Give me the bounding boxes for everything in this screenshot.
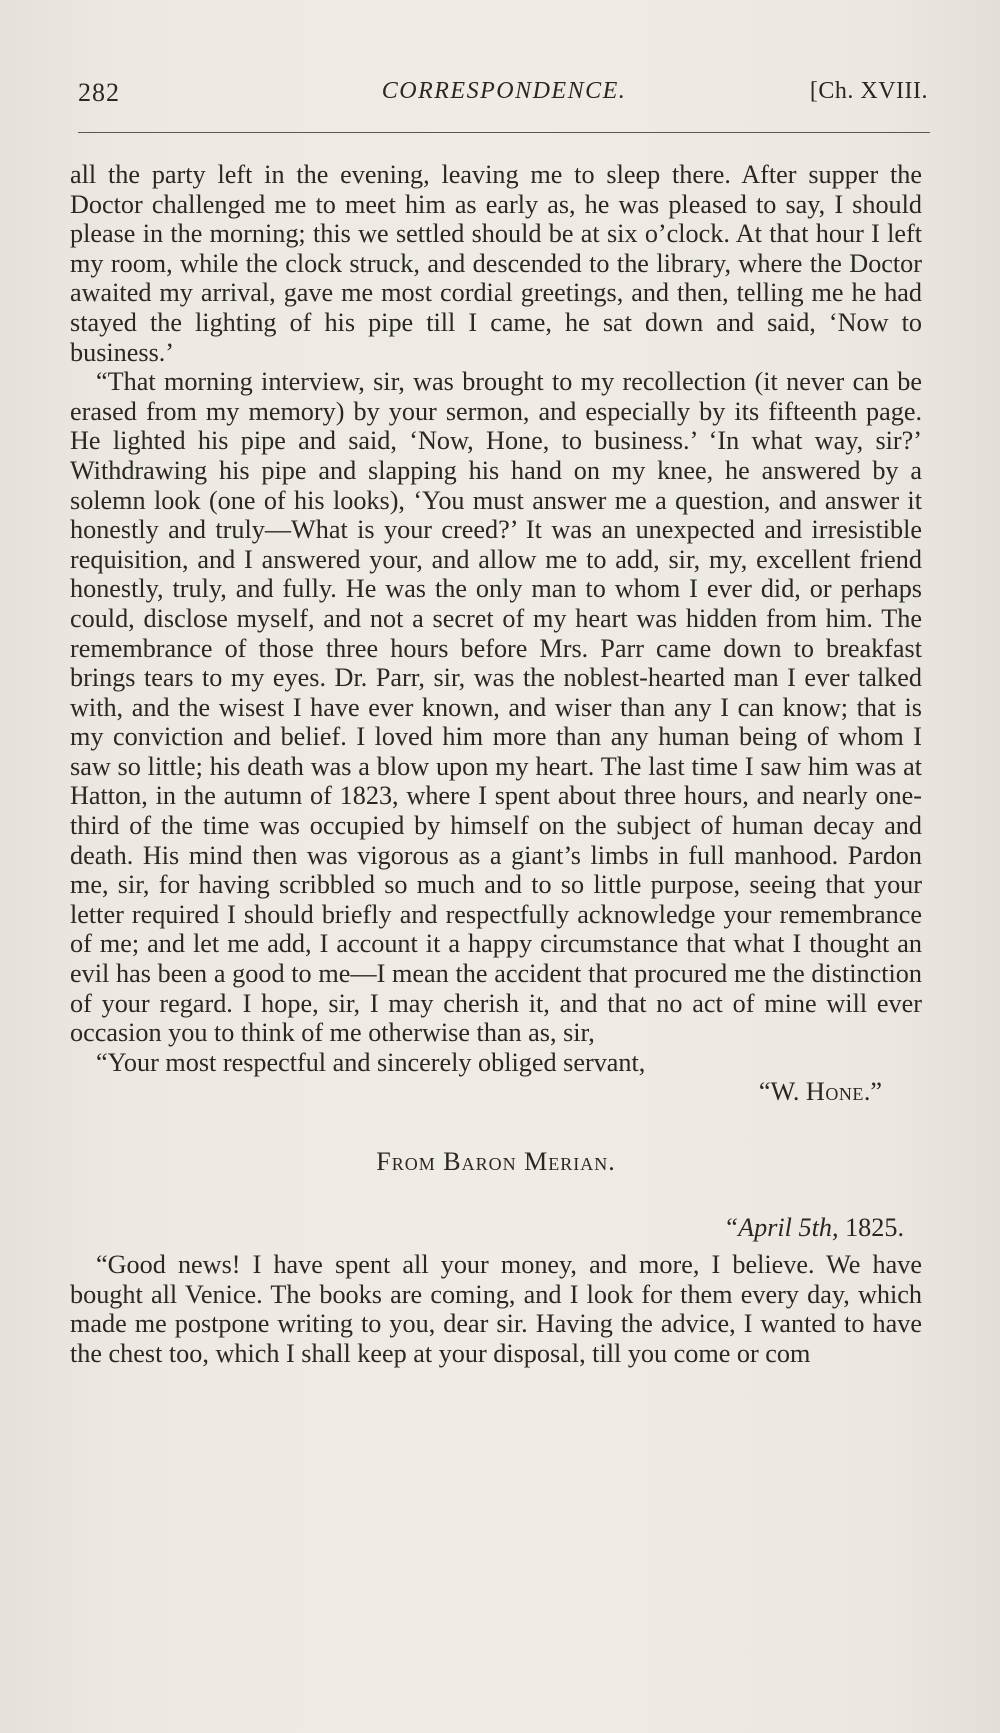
signature-suffix: .” — [863, 1077, 882, 1107]
date-day: “April 5th, — [723, 1212, 839, 1242]
chapter-reference: [Ch. XVIII. — [809, 78, 928, 104]
section-heading: From Baron Merian. — [376, 1147, 616, 1176]
letter-date — [70, 1213, 922, 1243]
closing-line: “Your most respectful and sincerely obliged servant, — [96, 1047, 646, 1077]
page-header — [78, 78, 930, 114]
header-rule — [78, 132, 930, 133]
running-title: CORRESPONDENCE. — [381, 78, 627, 104]
signature-prefix: “W. — [758, 1077, 806, 1107]
paragraph-merian: “Good news! I have spent all your money, and more, I believe. We have bought all Venice. The books are coming, and I look for them every day, which made me postpone writing to you, dear sir. Having the advice, I wanted to have the chest too, which I shall keep at your disposal, till you come or com — [70, 1250, 922, 1368]
body-text — [70, 160, 922, 1369]
signature-name: Hone — [805, 1077, 864, 1107]
date-year: 1825. — [838, 1212, 904, 1242]
page-number: 282 — [78, 78, 120, 107]
signature — [70, 1077, 922, 1107]
paragraph-letter: “That morning interview, sir, was brought to my recollection (it never can be erased from my memory) by your sermon, and especially by its fifteenth page. He lighted his pipe and said, ‘Now, Hone, to business.’ ‘In what way, sir?’ Withdrawing his pipe and slapping his hand on my knee, he answered by a solemn look (one of his looks), ‘You must answer me a question, and answer it honestly and truly—What is your creed?’ It was an unexpected and irresistible requisition, and I answered your, and allow me to add, sir, my, excellent friend honestly, truly, and fully. He was the only man to whom I ever did, or perhaps could, disclose myself, and not a secret of my heart was hidden from him. The remembrance of those three hours before Mrs. Parr came down to breakfast brings tears to my eyes. Dr. Parr, sir, was the noblest-hearted man I ever talked with, and the wisest I have ever known, and wiser than any I can know; that is my conviction and belief. I loved him more than any human being of whom I saw so little; his death was a blow upon my heart. The last time I saw him was at Hatton, in the autumn of 1823, where I spent about three hours, and nearly one-third of the time was occupied by himself on the subject of human decay and death. His mind then was vigorous as a giant’s limbs in full manhood. Pardon me, sir, for having scribbled so much and to so little purpose, seeing that your letter required I should briefly and respectfully acknowledge your remembrance of me; and let me add, I account it a happy circumstance that what I thought an evil has been a good to me—I mean the accident that procured me the distinction of your regard. I hope, sir, I may cherish it, and that no act of mine will ever occasion you to think of me otherwise than as, sir, — [70, 367, 922, 1048]
paragraph-continued: all the party left in the evening, leaving me to sleep there. After supper the Doctor challenged me to meet him as early as, he was pleased to say, I should please in the morning; this we settled should be at six o’clock. At that hour I left my room, while the clock struck, and descended to the library, where the Doctor awaited my arrival, gave me most cordial greetings, and then, telling me he had stayed the lighting of his pipe till I came, he sat down and said, ‘Now to business.’ — [70, 160, 922, 367]
